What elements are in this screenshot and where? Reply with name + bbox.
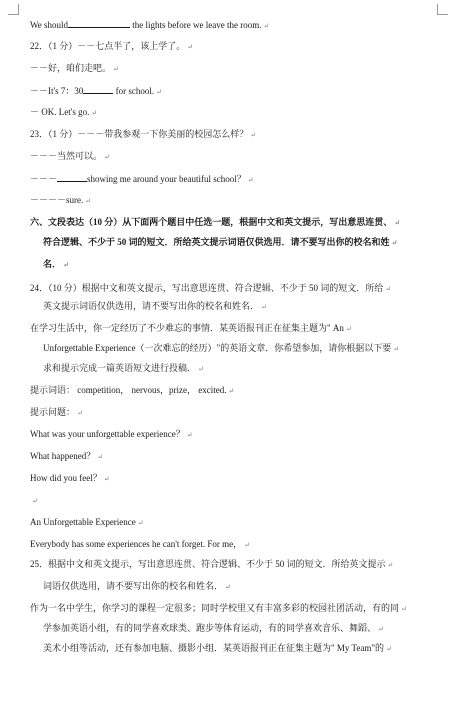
paragraph-mark-icon: ↵ (244, 541, 251, 549)
paragraph-mark-icon: ↵ (104, 153, 110, 161)
line-text: What was your unforgettable experience？ (30, 429, 185, 439)
text-line-l28 (30, 602, 407, 615)
line-text: showing me around your beautiful school？ (87, 174, 246, 184)
paragraph-mark-icon: ↵ (385, 285, 392, 293)
text-line-l16 (43, 342, 399, 355)
text-line-l03 (30, 62, 119, 75)
paragraph-mark-icon: ↵ (187, 43, 194, 51)
line-text: the lights before we leave the room. (130, 20, 262, 30)
text-line-l04 (30, 84, 162, 98)
line-text: 作为一名中学生，你学习的课程一定很多；同时学校里又有丰富多彩的校园社团活动，有的同 (30, 603, 400, 613)
line-text: 22．（1 分）－－七点半了，该上学了。 (30, 41, 186, 51)
line-text: 英文提示词语仅供选用，请不要写出你的校名和姓名． (43, 301, 260, 311)
text-line-l19 (30, 406, 83, 419)
line-text: －－－当然可以。 (30, 151, 103, 161)
text-line-l26 (30, 558, 393, 571)
text-line-l08 (30, 172, 254, 186)
paragraph-mark-icon: ↵ (156, 88, 162, 96)
text-line-l05 (30, 106, 97, 119)
text-line-l02 (30, 40, 193, 53)
text-line-l27 (43, 580, 231, 593)
line-text: 24．（10 分）根据中文和英文提示，写出意思连贯、符合逻辑、不少于 50 词的短文．所给 (30, 283, 384, 293)
paragraph-mark-icon: ↵ (378, 625, 384, 633)
text-line-l29 (43, 622, 384, 635)
line-text: 23．（1 分）－－－带我参观一下你美丽的校园怎么样？ (30, 129, 249, 139)
paragraph-mark-icon: ↵ (113, 65, 119, 73)
paragraph-mark-icon: ↵ (391, 239, 398, 247)
paragraph-mark-icon: ↵ (401, 605, 407, 613)
line-text: 六、文段表达（10 分）从下面两个题目中任选一题，根据中文和英文提示，写出意思连贯、 (30, 217, 393, 227)
line-text: Everybody has some experiences he can't forget. For me， (30, 539, 243, 549)
paragraph-mark-icon: ↵ (63, 261, 69, 269)
text-line-l11 (43, 236, 397, 249)
paragraph-mark-icon: ↵ (198, 365, 204, 373)
text-line-l21 (30, 450, 103, 463)
paragraph-mark-icon: ↵ (32, 497, 38, 505)
paragraph-mark-icon: ↵ (394, 219, 401, 227)
paragraph-mark-icon: ↵ (186, 431, 193, 439)
line-text: How did you feel？ (30, 473, 102, 483)
text-line-l09 (30, 194, 91, 207)
line-text: Unforgettable Experience（一次难忘的经历）"的英语文章．你希望参加，请你根据以下要 (43, 343, 392, 353)
text-line-l24 (30, 516, 144, 529)
answer-blank[interactable] (68, 18, 130, 28)
text-line-l18 (30, 384, 234, 397)
text-line-l20 (30, 428, 193, 441)
line-text: 25．根据中文和英文提示，写出意思连贯、符合逻辑、不少于 50 词的短文．所给英文提示 (30, 559, 386, 569)
text-line-l13 (30, 282, 391, 295)
paragraph-mark-icon: ↵ (263, 22, 270, 30)
crop-mark-top-left (8, 4, 19, 15)
paragraph-mark-icon: ↵ (228, 387, 235, 395)
text-line-l12 (43, 258, 69, 271)
paragraph-mark-icon: ↵ (393, 345, 400, 353)
text-line-l22 (30, 472, 110, 485)
text-line-l14 (43, 300, 267, 313)
paragraph-mark-icon: ↵ (77, 409, 83, 417)
text-line-l15 (30, 322, 352, 335)
text-line-l07 (30, 150, 110, 163)
line-text: 提示词语： competition， nervous，prize， excited. (30, 385, 227, 395)
line-text: What happened？ (30, 451, 96, 461)
line-text: for school. (113, 86, 155, 96)
line-text: －－－－sure. (30, 195, 84, 205)
paragraph-mark-icon: ↵ (97, 453, 104, 461)
text-line-l01 (30, 18, 269, 32)
line-text: 提示问题： (30, 407, 76, 417)
text-line-l25 (30, 538, 250, 551)
text-line-l23 (30, 494, 38, 507)
answer-blank[interactable] (83, 84, 113, 94)
line-text: 在学习生活中，你一定经历了不少难忘的事情．某英语报刊正在征集主题为" An (30, 323, 344, 333)
paragraph-mark-icon: ↵ (250, 131, 257, 139)
crop-mark-top-right (437, 4, 448, 15)
line-text: －－－ (30, 174, 58, 184)
answer-blank[interactable] (57, 172, 87, 182)
paragraph-mark-icon: ↵ (386, 645, 392, 653)
text-line-l10 (30, 216, 400, 229)
line-text: 词语仅供选用，请不要写出你的校名和姓名． (43, 581, 224, 591)
text-line-l30 (43, 642, 392, 655)
line-text: －－好，咱们走吧。 (30, 63, 112, 73)
paragraph-mark-icon: ↵ (261, 303, 267, 311)
line-text: －－It's 7：30 (30, 86, 84, 96)
paragraph-mark-icon: ↵ (387, 561, 394, 569)
paragraph-mark-icon: ↵ (91, 109, 98, 117)
line-text: An Unforgettable Experience (30, 517, 136, 527)
line-text: 学参加英语小组，有的同学喜欢球类、跑步等体育运动，有的同学喜欢音乐、舞蹈、 (43, 623, 377, 633)
paragraph-mark-icon: ↵ (225, 583, 231, 591)
paragraph-mark-icon: ↵ (103, 475, 110, 483)
line-text: 符合逻辑、不少于 50 词的短文．所给英文提示词语仅供选用．请不要写出你的校名和姓 (43, 237, 390, 247)
paragraph-mark-icon: ↵ (137, 519, 144, 527)
line-text: We should (30, 20, 69, 30)
line-text: 求和提示完成一篇英语短文进行投稿． (43, 363, 197, 373)
line-text: － OK. Let's go. (30, 107, 90, 117)
paragraph-mark-icon: ↵ (85, 197, 92, 205)
paragraph-mark-icon: ↵ (345, 325, 352, 333)
line-text: 美术小组等活动，还有参加电脑、摄影小组．某英语报刊正在征集主题为" My Team"的 (43, 643, 385, 653)
paragraph-mark-icon: ↵ (247, 176, 254, 184)
line-text: 名． (43, 259, 62, 269)
text-line-l06 (30, 128, 256, 141)
text-line-l17 (43, 362, 204, 375)
